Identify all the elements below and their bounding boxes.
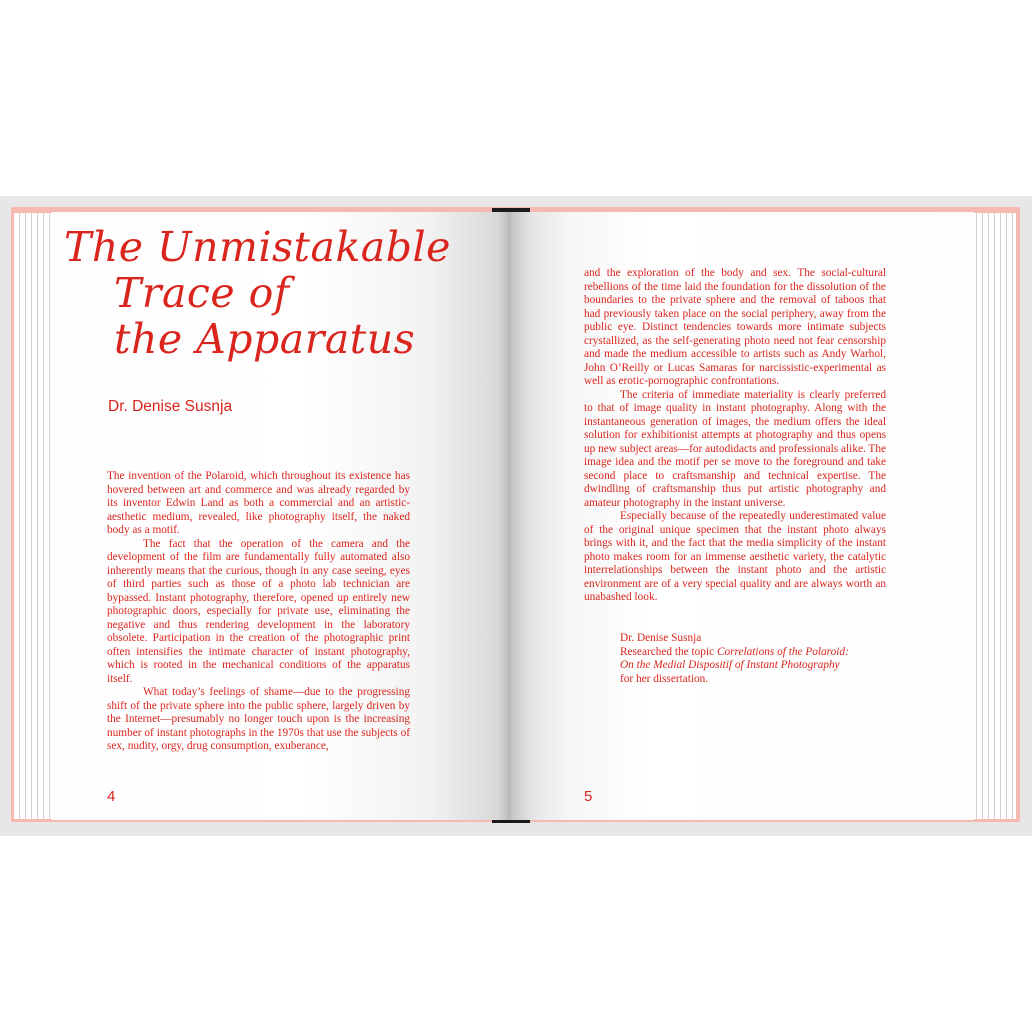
paragraph: The fact that the operation of the camera and the development of the film are fundamentally fully automated also inherently means that the curious, though in any case seeing, eyes of third parties such as those of a photo lab technician are bypassed. Instant photography, therefore, opened up entirely new photographic doors, especially for private use, eliminating the negative and thus rendering development in the laboratory obsolete. Participation in the creation of the photographic print often intensifies the intimate character of instant photography, which is rooted in the mechanical conditions of the apparatus itself. [107,537,410,685]
title-line-1: The Unmistakable [64,223,451,271]
bio-intro: Researched the topic [620,645,715,658]
paragraph: and the exploration of the body and sex. The social-cultural rebellions of the time laid the foundation for the dissolution of the boundaries to the private sphere and the removal of taboos that had previously taken place on the social periphery, away from the public eye. Distinct tendencies towards more intimate subjects crystallized, as the self-generating photo need not fear censorship and made the medium accessible to artists such as Andy Warhol, John O’Reilly or Lucas Samaras for narcissistic-experimental as well as erotic-pornographic confrontations. [584,267,886,387]
bio-line [620,646,920,660]
bio-topic-subtitle: On the Medial Dispositif of Instant Photography [620,659,840,671]
right-body-text [584,267,886,605]
bio-topic-title: Correlations of the Polaroid: [716,645,849,658]
author-name: Dr. Denise Susnja [108,398,233,415]
left-page [52,212,511,820]
paragraph: Especially because of the repeatedly underestimated value of the original unique specimen that the instant photo always brings with it, and the fact that the media simplicity of the instant photo makes room for an immense aesthetic variety, the catalytic interrelationships between the instant photo and the artistic environment are of a very special quality and are always worth an unabashed look. [584,510,886,603]
page-number-left: 4 [107,788,116,805]
page-number-right: 5 [584,788,593,805]
title-line-2: Trace of [114,269,290,317]
paragraph: What today’s feelings of shame—due to the progressing shift of the private sphere into the public sphere, largely driven by the Internet—presumably no longer touch upon is the increasing number of instant photographs in the 1970s that use the subjects of sex, nudity, orgy, drug consumption, exuberance, [107,686,410,752]
paragraph: The invention of the Polaroid, which throughout its existence has hovered between art and commerce and was already regarded by its inventor Edwin Land as both a commercial and an artistic-aesthetic medium, revealed, like photography itself, the naked body as a motif. [107,470,410,536]
left-body-text [107,470,410,754]
bio-closing: for her dissertation. [620,672,709,685]
bio-name: Dr. Denise Susnja [620,632,702,644]
author-bio [620,632,920,686]
title-line-3: the Apparatus [114,315,416,363]
paragraph: The criteria of immediate materiality is clearly preferred to that of image quality in instant photography. Along with the instantaneous generation of images, the medium offers the ideal solution for exhibitionist attempts at photography and thus opens up new subject areas—for autodidacts and professionals alike. The image idea and the motif per se move to the foreground and take second place to craftsmanship and technical expertise. The dwindling of craftsmanship thus put artistic photography and amateur photography in the instant universe. [584,388,886,509]
right-page [511,212,974,820]
book-title [64,224,504,362]
page-edges-right [970,213,1016,819]
